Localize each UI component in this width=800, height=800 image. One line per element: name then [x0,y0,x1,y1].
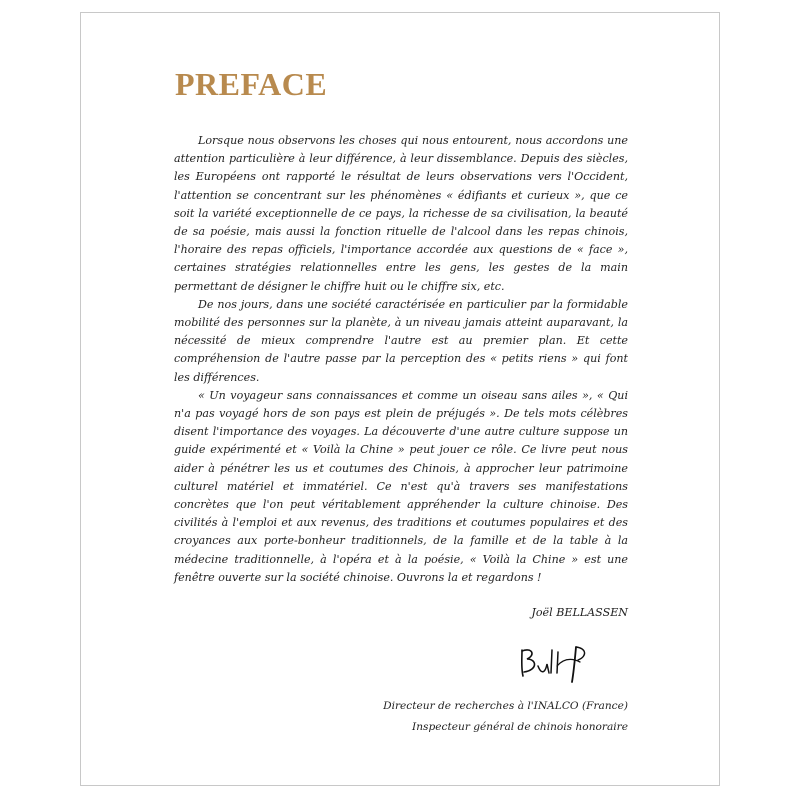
preface-body [174,132,628,587]
paragraph-1: Lorsque nous observons les choses qui nous entourent, nous accordons une attention particulière à leur différence, à leur dissemblance. Depuis des siècles, les Européens ont rapporté le résultat de leurs observations vers l'Occident, l'attention se concentrant sur les phénomènes « édifiants et curieux », que ce soit la variété exceptionnelle de ce pays, la richesse de sa civilisation, la beauté de sa poésie, mais aussi la fonction rituelle de l'alcool dans les repas chinois, l'horaire des repas officiels, l'importance accordée aux questions de « face », certaines stratégies relationnelles entre les gens, les gestes de la main permettant de désigner le chiffre huit ou le chiffre six, etc. [174,134,628,293]
credential-line-title: Directeur de recherches à l'INALCO (France) [383,700,628,712]
author-credentials [383,696,628,738]
paragraph-2: De nos jours, dans une société caractérisée en particulier par la formidable mobilité des personnes sur la planète, à un niveau jamais atteint auparavant, la nécessité de mieux comprendre l'autre est au premier plan. Et cette compréhension de l'autre passe par la perception des « petits riens » qui font les différences. [174,297,628,384]
paragraph-3: « Un voyageur sans connaissances et comme un oiseau sans ailes », « Qui n'a pas voyagé hors de son pays est plein de préjugés ». De tels mots célèbres disent l'importance des voyages. La découverte d'une autre culture suppose un guide expérimenté et « Voilà la Chine » peut jouer ce rôle. Ce livre peut nous aider à pénétrer les us et coutumes des Chinois, à approcher leur patrimoine culturel matériel et immatériel. Ce n'est qu'à travers ses manifestations concrètes que l'on peut véritablement appréhender la culture chinoise. Des civilités à l'emploi et aux revenus, des traditions et coutumes populaires et des croyances aux porte-bonheur traditionnels, de la famille et de la table à la médecine traditionnelle, à l'opéra et à la poésie, « Voilà la Chine » est une fenêtre ouverte sur la société chinoise. Ouvrons la et regardons ! [174,388,628,584]
credential-line-role: Inspecteur général de chinois honoraire [412,721,628,733]
signature-icon [514,644,598,684]
author-name: Joël BELLASSEN [531,606,628,619]
page-title: PREFACE [175,66,328,102]
